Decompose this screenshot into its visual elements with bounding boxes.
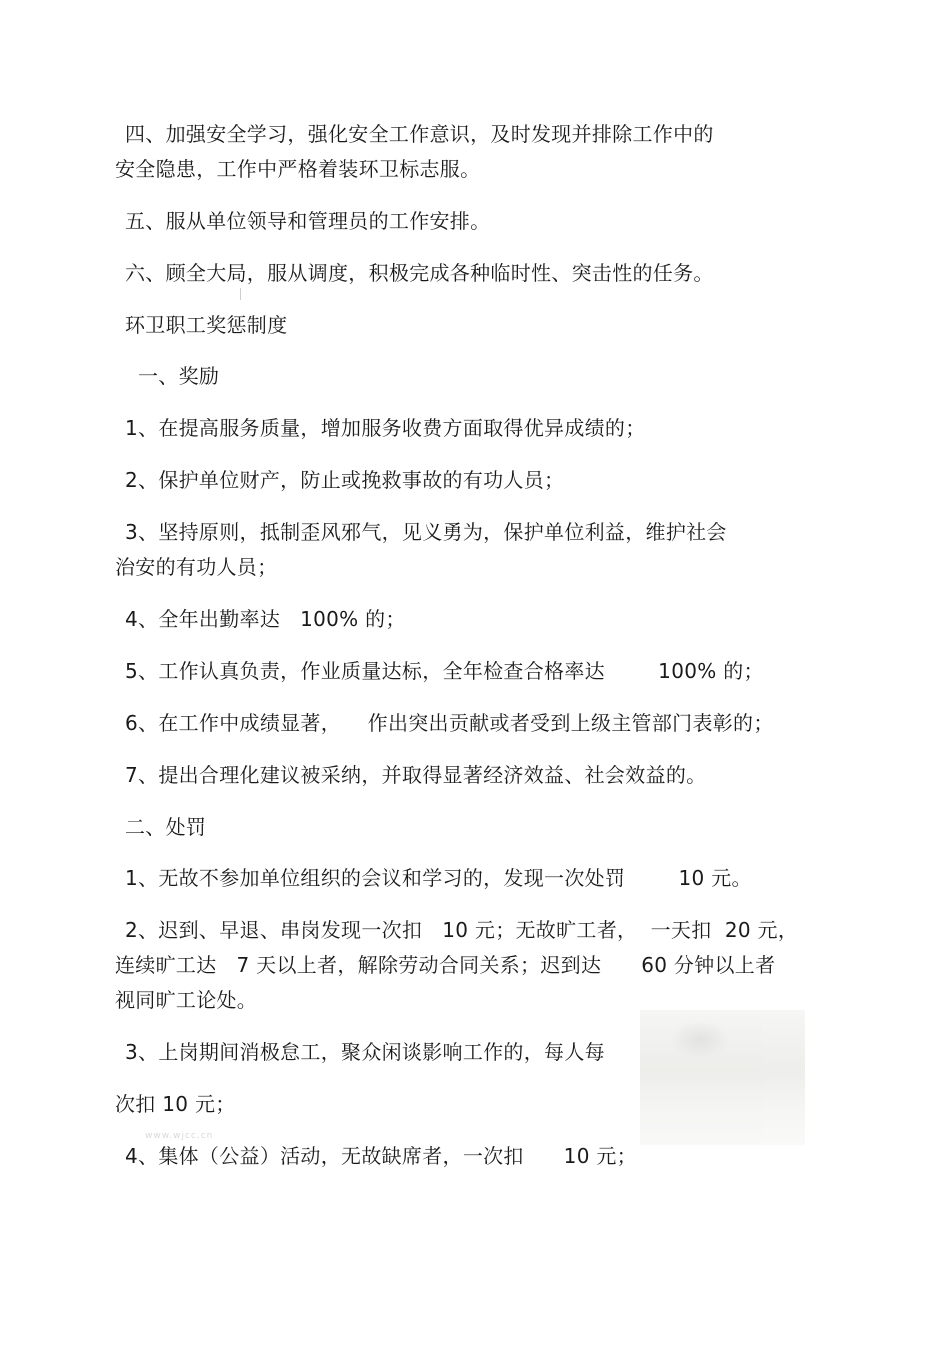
list-item: 4、全年出勤率达 100% 的；	[125, 607, 406, 631]
list-item: 4、集体（公益）活动，无故缺席者，一次扣 10 元；	[125, 1144, 637, 1168]
text-line: 安全隐患，工作中严格着装环卫标志服。	[115, 157, 481, 181]
list-item: 6、在工作中成绩显著， 作出突出贡献或者受到上级主管部门表彰的；	[125, 711, 774, 735]
list-item-continuation: 视同旷工论处。	[115, 988, 258, 1012]
section-heading: 二、处罚	[125, 815, 207, 839]
list-item: 1、在提高服务质量，增加服务收费方面取得优异成绩的；	[125, 416, 646, 440]
text-line: 四、加强安全学习，强化安全工作意识，及时发现并排除工作中的	[125, 122, 714, 146]
list-item: 3、坚持原则，抵制歪风邪气，见义勇为，保护单位利益，维护社会	[125, 520, 727, 544]
section-heading: 一、奖励	[138, 364, 220, 388]
list-item-continuation: 治安的有功人员；	[115, 555, 278, 579]
list-item: 1、无故不参加单位组织的会议和学习的，发现一次处罚 10 元。	[125, 866, 752, 890]
section-title: 环卫职工奖惩制度	[125, 313, 288, 337]
list-item-continuation: 连续旷工达 7 天以上者，解除劳动合同关系；迟到达 60 分钟以上者	[115, 953, 776, 977]
stray-mark	[240, 288, 241, 300]
list-item: 5、工作认真负责，作业质量达标，全年检查合格率达 100% 的；	[125, 659, 764, 683]
text-line: 六、顾全大局，服从调度，积极完成各种临时性、突击性的任务。	[125, 261, 714, 285]
list-item-continuation: 次扣 10 元；	[115, 1092, 236, 1116]
list-item: 7、提出合理化建议被采纳，并取得显著经济效益、社会效益的。	[125, 763, 707, 787]
text-line: 五、服从单位领导和管理员的工作安排。	[125, 209, 491, 233]
list-item: 2、保护单位财产，防止或挽救事故的有功人员；	[125, 468, 565, 492]
watermark-image	[640, 1010, 805, 1145]
watermark-text: www.wjcc.cn	[145, 1131, 214, 1141]
list-item: 3、上岗期间消极怠工，聚众闲谈影响工作的，每人每	[125, 1040, 605, 1064]
list-item: 2、迟到、早退、串岗发现一次扣 10 元；无故旷工者， 一天扣 20 元，	[125, 918, 799, 942]
